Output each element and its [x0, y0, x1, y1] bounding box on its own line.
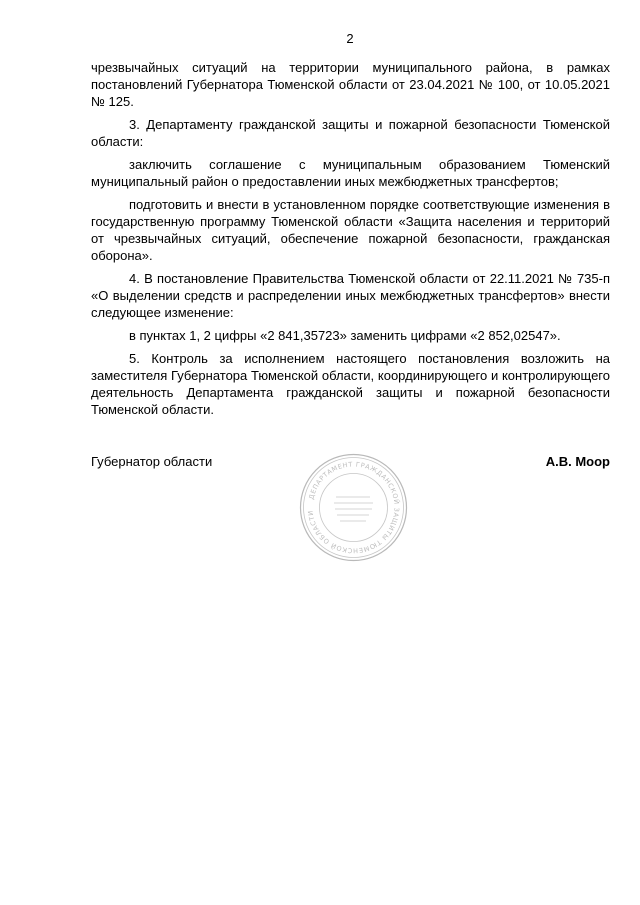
- svg-text:ДЕПАРТАМЕНТ ГРАЖДАНСКОЙ ЗАЩИТЫ: ДЕПАРТАМЕНТ ГРАЖДАНСКОЙ ЗАЩИТЫ ТЮМЕНСКОЙ ОБЛАСТИ: [306, 460, 401, 555]
- paragraph-item-5: 5. Контроль за исполнением настоящего постановления возложить на заместителя Губернатора Тюменской области, координирующего и контролирующего деятельность Департамента гражданской защиты и пожарной безопасности Тюменской области.: [91, 351, 610, 417]
- document-body: [91, 59, 610, 424]
- paragraph-item-4: 4. В постановление Правительства Тюменской области от 22.11.2021 № 735-п «О выделении средств и распределении иных межбюджетных трансфертов» внести следующее изменение:: [91, 271, 610, 320]
- paragraph-item-3: 3. Департаменту гражданской защиты и пожарной безопасности Тюменской области:: [91, 117, 610, 149]
- paragraph-item-3-agreement: заключить соглашение с муниципальным образованием Тюменский муниципальный район о предоставлении иных межбюджетных трансфертов;: [91, 157, 610, 189]
- paragraph-item-4-change: в пунктах 1, 2 цифры «2 841,35723» заменить цифрами «2 852,02547».: [129, 328, 561, 343]
- paragraph-item-3-program: подготовить и внести в установленном порядке соответствующие изменения в государственную программу Тюменской области «Защита населения и территорий от чрезвычайных ситуаций, обеспечение пожарной безопасности, гражданская оборона».: [91, 197, 610, 263]
- signer-name: А.В. Моор: [545, 454, 610, 469]
- official-seal-icon: [298, 452, 409, 563]
- signer-title: Губернатор области: [91, 454, 213, 469]
- paragraph-continuation: чрезвычайных ситуаций на территории муниципального района, в рамках постановлений Губернатора Тюменской области от 23.04.2021 № 100, от 10.05.2021 № 125.: [91, 60, 610, 109]
- page-number: 2: [346, 31, 354, 46]
